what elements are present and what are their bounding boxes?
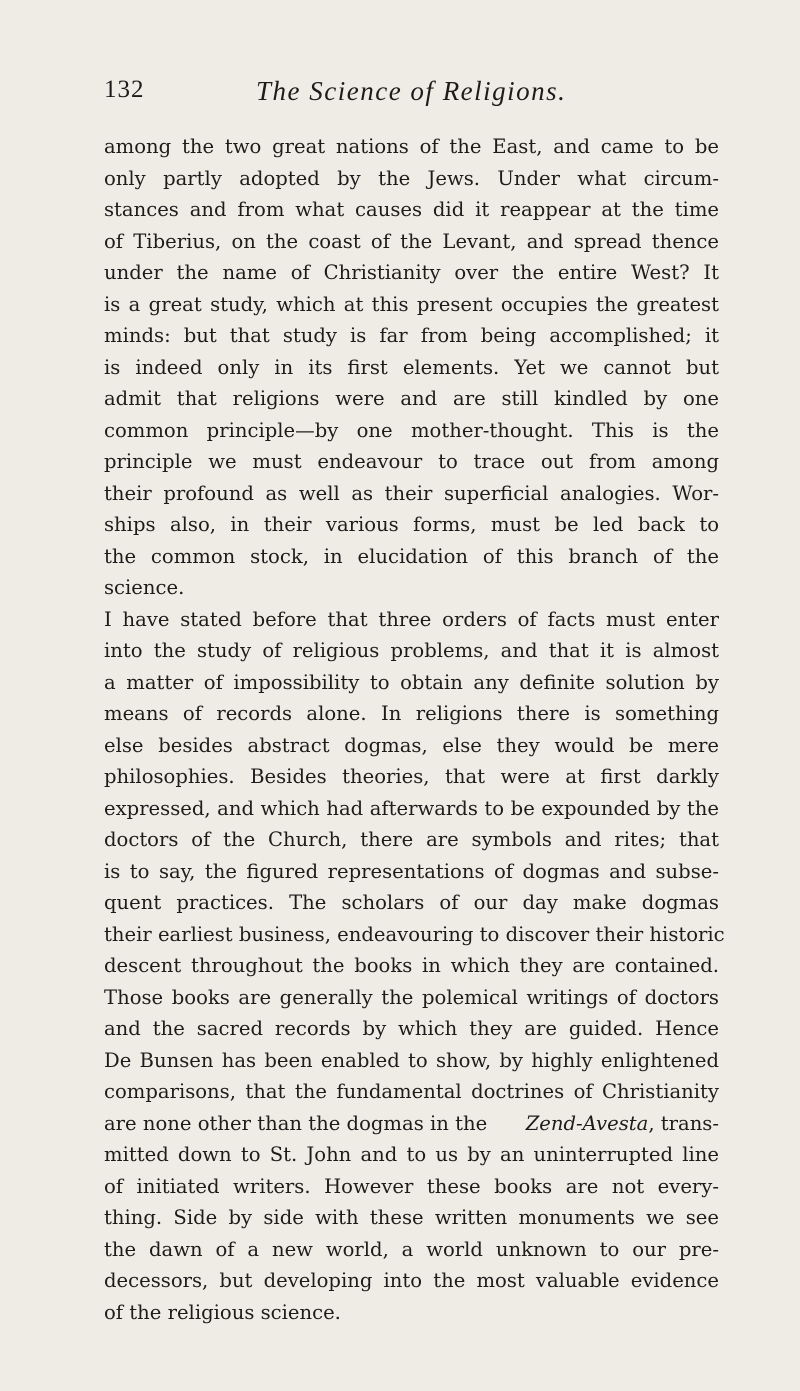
text-line: the dawn of a new world, a world unknown to our pre- bbox=[104, 1237, 719, 1261]
text-line: De Bunsen has been enabled to show, by highly enlightened bbox=[104, 1048, 719, 1072]
text-line: of Tiberius, on the coast of the Levant, and spread thence bbox=[104, 229, 719, 253]
italic-title: Zend-Avesta bbox=[525, 1111, 649, 1135]
text-line: quent practices. The scholars of our day make dogmas bbox=[104, 891, 719, 914]
text-line-last: science. bbox=[104, 576, 185, 599]
text-segment-group bbox=[526, 1108, 719, 1140]
paragraph-1 bbox=[104, 131, 719, 604]
text-line: decessors, but developing into the most valuable evidence bbox=[104, 1269, 719, 1292]
text-line: the common stock, in elucidation of this branch of the bbox=[104, 544, 719, 568]
text-line-last: of the religious science. bbox=[104, 1300, 341, 1324]
text-line: of initiated writers. However these books are not every- bbox=[104, 1174, 719, 1198]
running-head bbox=[104, 76, 724, 116]
text-line: mitted down to St. John and to us by an uninterrupted line bbox=[104, 1143, 719, 1166]
text-line: a matter of impossibility to obtain any definite solution by bbox=[104, 670, 719, 694]
text-line: common principle—by one mother-thought. This is the bbox=[104, 418, 719, 442]
text-line: stances and from what causes did it reappear at the time bbox=[104, 198, 719, 221]
text-line: Those books are generally the polemical writings of doctors bbox=[104, 985, 719, 1009]
text-line: admit that religions were and are still kindled by one bbox=[104, 387, 719, 410]
text-line: comparisons, that the fundamental doctrines of Christianity bbox=[104, 1080, 719, 1103]
text-line: principle we must endeavour to trace out from among bbox=[104, 450, 719, 473]
running-title: The Science of Religions. bbox=[256, 76, 567, 106]
paragraph-2 bbox=[104, 604, 725, 1329]
text-line: I have stated before that three orders of facts must enter bbox=[104, 607, 719, 631]
text-line: doctors of the Church, there are symbols and rites; that bbox=[104, 828, 719, 851]
text-line: their profound as well as their superficial analogies. Wor- bbox=[104, 481, 719, 505]
text-line: is a great study, which at this present occupies the greatest bbox=[104, 292, 719, 316]
text-line: descent throughout the books in which they are contained. bbox=[104, 954, 719, 977]
text-line: under the name of Christianity over the entire West? It bbox=[104, 261, 719, 284]
text-line: is indeed only in its first elements. Yet we cannot but bbox=[104, 355, 719, 379]
text-line: is to say, the figured representations of dogmas and subse- bbox=[104, 859, 719, 883]
text-line: minds: but that study is far from being accomplished; it bbox=[104, 324, 719, 347]
text-line: their earliest business, endeavouring to discover their historic bbox=[104, 922, 725, 946]
text-segment: are none other than the dogmas in the bbox=[104, 1111, 488, 1135]
text-line: expressed, and which had afterwards to be expounded by the bbox=[104, 796, 719, 820]
text-line: and the sacred records by which they are guided. Hence bbox=[104, 1017, 719, 1040]
text-line: ships also, in their various forms, must be led back to bbox=[104, 513, 719, 536]
text-line: else besides abstract dogmas, else they would be mere bbox=[104, 733, 719, 757]
text-line: only partly adopted by the Jews. Under what circum- bbox=[104, 166, 719, 190]
text-line: into the study of religious problems, and that it is almost bbox=[104, 639, 719, 662]
text-line: among the two great nations of the East, and came to be bbox=[104, 135, 719, 158]
text-line: means of records alone. In religions there is something bbox=[104, 702, 719, 725]
text-line-with-italic bbox=[104, 1108, 719, 1140]
text-line: thing. Side by side with these written monuments we see bbox=[104, 1206, 719, 1229]
text-line: philosophies. Besides theories, that were at first darkly bbox=[104, 765, 719, 788]
text-segment: , trans- bbox=[648, 1111, 719, 1135]
page-number: 132 bbox=[104, 76, 145, 103]
body-text bbox=[104, 131, 725, 1328]
